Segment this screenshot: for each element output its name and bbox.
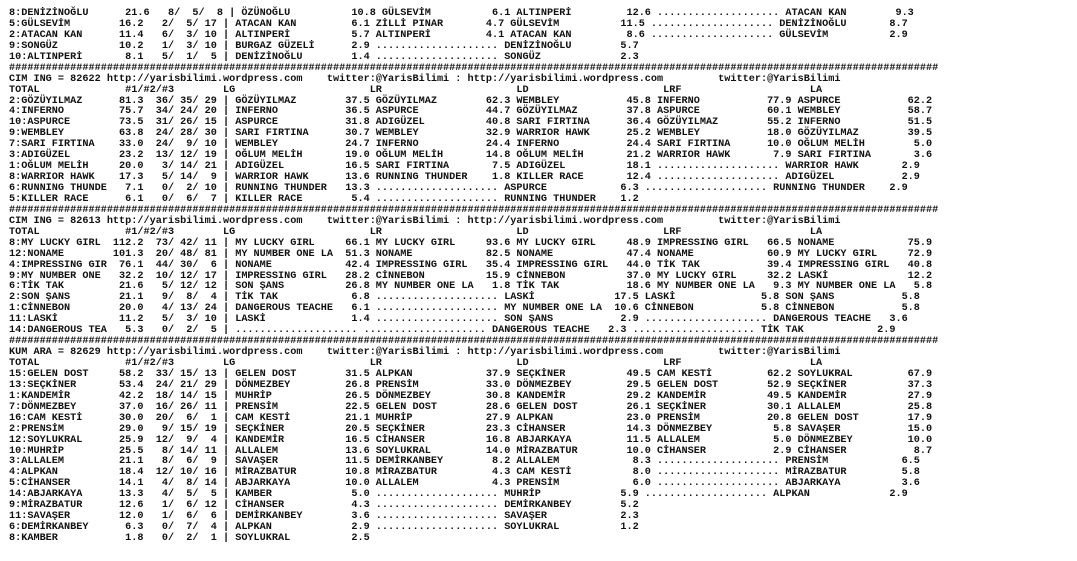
separator-line: ######################################################################################################################################################## [9,62,939,74]
data-line: 5:GÜLSEVİM 16.2 2/ 5/ 17 | ATACAN KAN 6.1 ZİLLİ PINAR 4.7 GÜLSEVİM 11.5 .................... DENİZİNOĞLU 8.7 [9,18,908,30]
data-line: 14:DANGEROUS TEA 5.3 0/ 2/ 5 | .................... .................... DANGEROUS TEACHE 2.3 .................... TİK TAK 2.9 [9,325,896,337]
data-line: 8:MY LUCKY GIRL 112.2 73/ 42/ 11 | MY LUCKY GIRL 66.1 MY LUCKY GIRL 93.6 MY LUCKY GIRL 48.9 IMPRESSING GIRL 66.5 NONAME 75.9 [9,237,933,249]
data-line: 1:OĞLUM MELİH 20.0 3/ 14/ 21 | ADIGÜZEL 16.5 SARI FIRTINA 7.5 ADIGÜZEL 18.1 .................... WARRIOR HAWK 2.9 [9,161,920,173]
data-line: 8:DENİZİNOĞLU 21.6 8/ 5/ 8 | ÖZÜNOĞLU 10.8 GÜLSEVİM 6.1 ALTINPERİ 12.6 .................... ATACAN KAN 9.3 [9,8,914,19]
data-line: 4:INFERNO 75.7 34/ 24/ 20 | INFERNO 36.5 ASPURCE 44.7 GÖZÜYILMAZ 37.8 ASPURCE 60.1 WEMBLEY 58.7 [9,106,933,118]
race-header-line: KUM ARA = 82629 http://yarisbilimi.wordpress.com twitter:@YarisBilimi : http://yarisbilimi.wordpress.com twitter:@YarisBilimi [9,347,841,359]
data-line: 3:ALLALEM 21.1 8/ 6/ 9 | SAVAŞER 11.5 DEMİRKANBEY 8.2 ALLALEM 8.3 .................... PRENSİM 6.5 [9,456,920,468]
race-header-line: CIM ING = 82613 http://yarisbilimi.wordpress.com twitter:@YarisBilimi : http://yarisbilimi.wordpress.com twitter:@YarisBilimi [9,215,841,227]
data-line: 10:MUHRİP 25.5 8/ 14/ 11 | ALLALEM 13.6 SOYLUKRAL 14.0 MİRAZBATUR 10.0 CİHANSER 2.9 CİHANSER 8.7 [9,445,933,457]
data-line: 5:KILLER RACE 6.1 0/ 6/ 7 | KILLER RACE 5.4 .................... RUNNING THUNDER 1.2 [9,193,639,205]
data-line: 8:WARRIOR HAWK 17.3 5/ 14/ 9 | WARRIOR HAWK 13.6 RUNNING THUNDER 1.8 KILLER RACE 12.4 .................... ADIGÜZEL 2.9 [9,172,920,184]
data-line: 14:ABJARKAYA 13.3 4/ 5/ 5 | KAMBER 5.0 .................... MUHRİP 5.9 .................... ALPKAN 2.9 [9,489,908,501]
data-line: 2:ATACAN KAN 11.4 6/ 3/ 10 | ALTINPERİ 5.7 ALTINPERİ 4.1 ATACAN KAN 8.6 .................... GÜLSEVİM 2.9 [9,29,908,41]
data-line: 15:GELEN DOST 58.2 33/ 15/ 13 | GELEN DOST 31.5 ALPKAN 37.9 SEÇKİNER 49.5 CAM KESTİ 62.2 SOYLUKRAL 67.9 [9,368,933,380]
data-line: 3:ADIGÜZEL 23.2 13/ 12/ 19 | OĞLUM MELİH 19.0 OĞLUM MELİH 14.8 OĞLUM MELİH 21.2 WARRIOR HAWK 7.9 SARI FIRTINA 3.6 [9,150,933,162]
data-line: 4:IMPRESSING GIR 76.1 44/ 30/ 6 | NONAME 42.4 IMPRESSING GIRL 35.4 IMPRESSING GIRL 44.0 TİK TAK 39.4 IMPRESSING GIRL 40.8 [9,259,933,271]
data-line: 8:KAMBER 1.8 0/ 2/ 1 | SOYLUKRAL 2.5 [9,533,370,544]
data-line: 6:RUNNING THUNDE 7.1 0/ 2/ 10 | RUNNING THUNDER 13.3 .................... ASPURCE 6.3 .................... RUNNING THUNDER 2.9 [9,183,908,194]
data-line: 13:SEÇKİNER 53.4 24/ 21/ 29 | DÖNMEZBEY 26.8 PRENSİM 33.0 DÖNMEZBEY 29.5 GELEN DOST 52.9 SEÇKİNER 37.3 [9,379,933,391]
column-header-line: TOTAL #1/#2/#3 LG LR LD LRF LA [9,358,823,369]
data-line: 2:GÖZÜYILMAZ 81.3 36/ 35/ 29 | GÖZÜYILMAZ 37.5 GÖZÜYILMAZ 62.3 WEMBLEY 45.8 INFERNO 77.9 ASPURCE 62.2 [9,95,933,107]
data-line: 9:WEMBLEY 63.8 24/ 28/ 30 | SARI FIRTINA 30.7 WEMBLEY 32.9 WARRIOR HAWK 25.2 WEMBLEY 18.0 GÖZÜYILMAZ 39.5 [9,128,933,140]
data-line: 10:ASPURCE 73.5 31/ 26/ 15 | ASPURCE 31.8 ADIGÜZEL 40.8 SARI FIRTINA 36.4 GÖZÜYILMAZ 55.2 INFERNO 51.5 [9,117,933,129]
data-line: 7:DÖNMEZBEY 37.0 16/ 26/ 11 | PRENSİM 22.5 GELEN DOST 28.6 GELEN DOST 26.1 SEÇKİNER 30.1 ALLALEM 25.8 [9,401,933,413]
data-line: 16:CAM KESTİ 30.0 20/ 6/ 1 | CAM KESTİ 21.1 MUHRİP 27.9 ALPKAN 23.0 PRENSİM 20.8 GELEN DOST 17.9 [9,412,933,424]
data-line: 9:MİRAZBATUR 12.6 1/ 6/ 12 | CİHANSER 4.3 .................... DEMİRKANBEY 5.2 [9,500,639,512]
data-line: 6:DEMİRKANBEY 6.3 0/ 7/ 4 | ALPKAN 2.9 .................... SOYLUKRAL 1.2 [9,522,639,534]
separator-line: ######################################################################################################################################################## [9,336,939,348]
data-line: 6:TİK TAK 21.6 5/ 12/ 12 | SON ŞANS 26.8 MY NUMBER ONE LA 1.8 TİK TAK 18.6 MY NUMBER ONE LA 9.3 MY NUMBER ONE LA 5.8 [9,281,933,293]
data-line: 9:SONGÜZ 10.2 1/ 3/ 10 | BURGAZ GÜZELİ 2.9 .................... DENİZİNOĞLU 5.7 [9,40,639,52]
data-line: 11:SAVAŞER 12.0 1/ 6/ 6 | DEMİRKANBEY 3.6 .................... SAVAŞER 2.3 [9,511,639,523]
data-line: 12:NONAME 101.3 20/ 48/ 81 | MY NUMBER ONE LA 51.3 NONAME 82.5 NONAME 47.4 NONAME 60.9 MY LUCKY GIRL 72.9 [9,248,933,260]
data-line: 4:ALPKAN 18.4 12/ 10/ 16 | MİRAZBATUR 10.8 MİRAZBATUR 4.3 CAM KESTİ 8.0 .................... MİRAZBATUR 5.8 [9,467,920,479]
data-line: 10:ALTINPERİ 8.1 5/ 1/ 5 | DENİZİNOĞLU 1.4 .................... SONGÜZ 2.3 [9,51,639,63]
data-line: 2:SON ŞANS 21.1 9/ 8/ 4 | TİK TAK 6.8 .................... LASKİ 17.5 LASKİ 5.8 SON ŞANS 5.8 [9,292,920,304]
column-header-line: TOTAL #1/#2/#3 LG LR LD LRF LA [9,226,823,238]
data-line: 11:LASKİ 11.2 5/ 3/ 10 | LASKİ 1.4 .................... SON ŞANS 2.9 .................... DANGEROUS TEACHE 3.6 [9,314,908,326]
data-line: 12:SOYLUKRAL 25.9 12/ 9/ 4 | KANDEMİR 16.5 CİHANSER 16.8 ABJARKAYA 11.5 ALLALEM 5.0 DÖNMEZBEY 10.0 [9,434,933,446]
data-line: 9:MY NUMBER ONE 32.2 10/ 12/ 17 | IMPRESSING GIRL 28.2 CİNNEBON 15.9 CİNNEBON 37.0 MY LUCKY GIRL 32.2 LASKİ 12.2 [9,270,933,282]
data-line: 1:KANDEMİR 42.2 18/ 14/ 15 | MUHRİP 26.5 DÖNMEZBEY 30.8 KANDEMİR 29.2 KANDEMİR 49.5 KANDEMİR 27.9 [9,390,933,402]
race-stats-text-sheet [9,9,1071,545]
data-line: 1:CİNNEBON 20.0 4/ 13/ 24 | DANGEROUS TEACHE 6.1 .................... MY NUMBER ONE LA 10.6 CİNNEBON 5.8 CİNNEBON 5.8 [9,303,920,315]
data-line: 7:SARI FIRTINA 33.0 24/ 9/ 10 | WEMBLEY 24.7 INFERNO 24.4 INFERNO 24.4 SARI FIRTINA 10.0 OĞLUM MELİH 5.0 [9,139,933,151]
column-header-line: TOTAL #1/#2/#3 LG LR LD LRF LA [9,84,823,96]
data-line: 2:PRENSİM 29.0 9/ 15/ 19 | SEÇKİNER 20.5 SEÇKİNER 23.3 CİHANSER 14.3 DÖNMEZBEY 5.8 SAVAŞER 15.0 [9,423,933,435]
data-line: 5:CİHANSER 14.1 4/ 8/ 14 | ABJARKAYA 10.0 ALLALEM 4.3 PRENSİM 6.0 .................... ABJARKAYA 3.6 [9,478,920,490]
separator-line: ######################################################################################################################################################## [9,204,939,216]
race-header-line: CIM ING = 82622 http://yarisbilimi.wordpress.com twitter:@YarisBilimi : http://yarisbilimi.wordpress.com twitter:@YarisBilimi [9,73,841,85]
